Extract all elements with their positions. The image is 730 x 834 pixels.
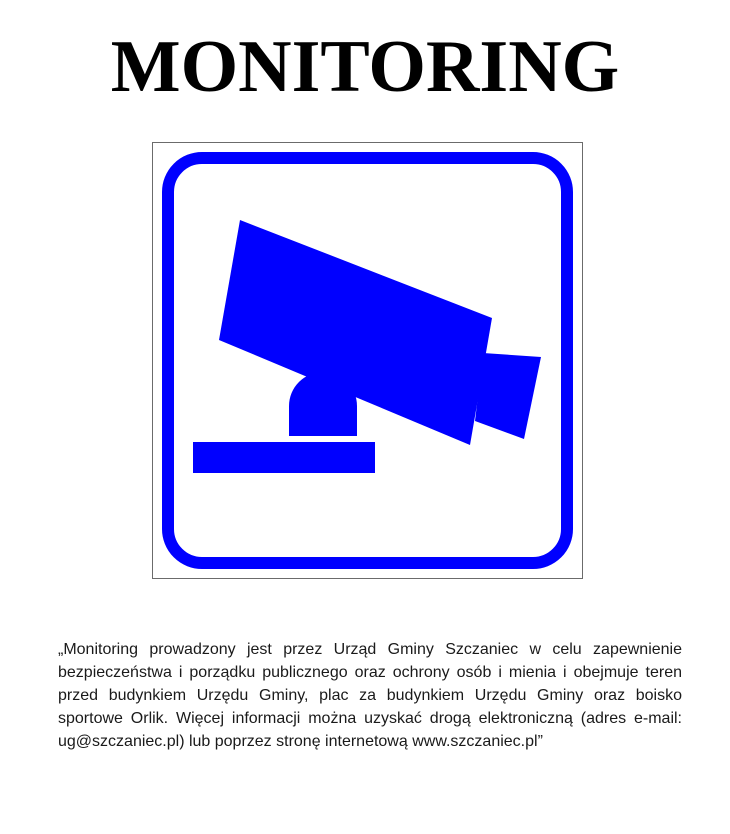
notice-text: „Monitoring prowadzony jest przez Urząd Gminy Szczaniec w celu zapewnienie bezpieczeństwa i porządku publicznego oraz ochrony osób i mienia i obejmuje teren przed budynkiem Urzędu Gminy, plac za budynkiem Urzędu Gminy oraz boisko sportowe Orlik. Więcej informacji można uzyskać drogą elektroniczną (adres e-mail: ug@szczaniec.pl) lub poprzez stronę internetową www.szczaniec.pl” (58, 641, 682, 750)
camera-base (193, 442, 375, 473)
page-title: MONITORING (110, 26, 620, 108)
cctv-camera-icon (153, 143, 582, 578)
cctv-sign (152, 142, 583, 579)
camera-lens (475, 353, 541, 439)
